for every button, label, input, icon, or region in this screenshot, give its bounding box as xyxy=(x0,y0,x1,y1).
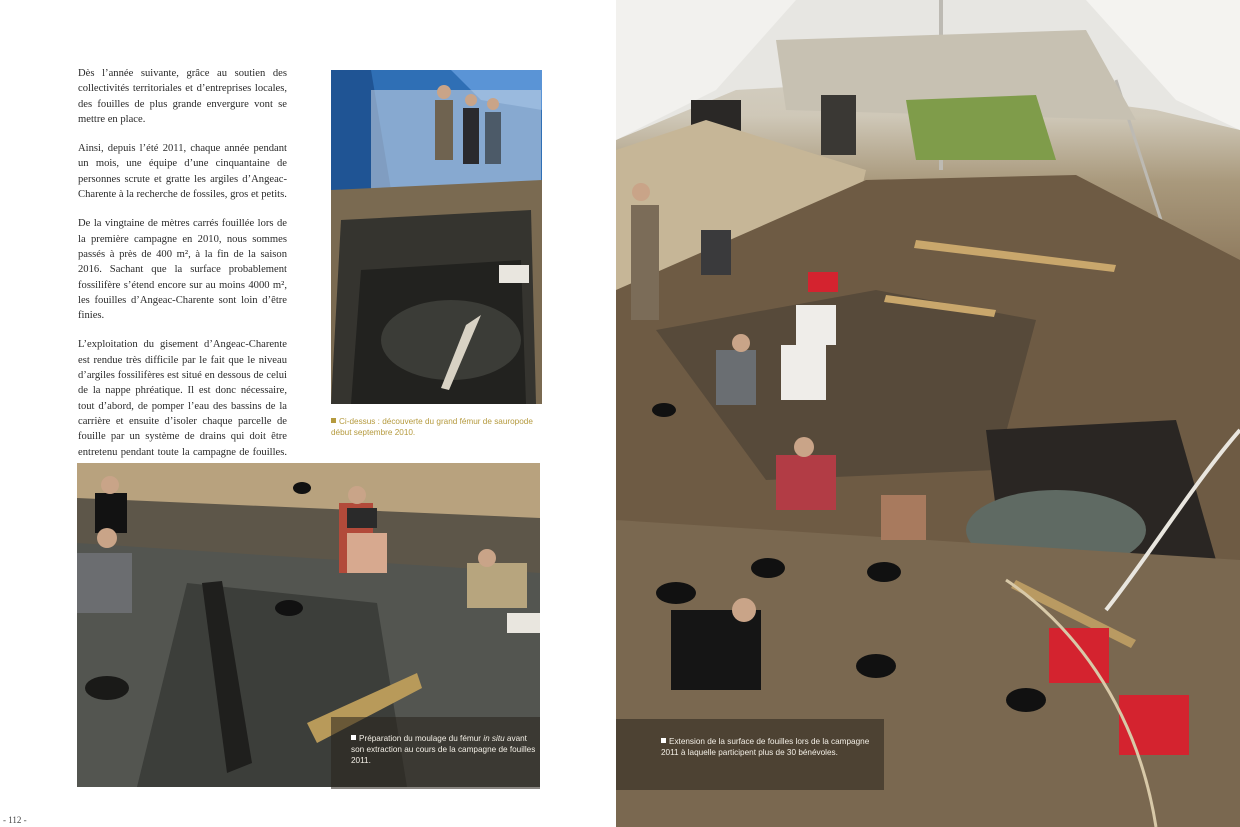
excavation-site-photo xyxy=(616,0,1240,827)
paragraph: L’exploitation du gisement d’Angeac-Charente est rendue très difficile par le fait que le niveau d’argiles fossilifères est situé en dessous de celui de la nappe phréatique. Il est donc nécessaire, tout d’abord, de pomper l’eau des bassins de la carrière et ensuite d’isoler chaque parcelle de fouille par un système de drains qui doit être entretenu pendant toute la campagne de fouilles. xyxy=(78,339,287,458)
paragraph: Dès l’année suivante, grâce au soutien des collectivités territoriales et d’entreprises locales, des fouilles de plus grande envergure vont se mettre en place. xyxy=(78,68,287,125)
caption-bullet-icon xyxy=(331,418,336,423)
paragraph: De la vingtaine de mètres carrés fouillée lors de la première campagne en 2010, nous sommes passés à près de 400 m², à la fin de la saison 2016. Sachant que la surface probablement fossilifère s’étend encore sur au moins 4000 m², les fouilles d’Angeac-Charente sont loin d’être finies. xyxy=(78,218,287,322)
femur-discovery-photo xyxy=(331,70,542,404)
caption-bullet-icon xyxy=(351,735,356,740)
page-number: - 112 - xyxy=(3,815,27,825)
left-page xyxy=(0,0,616,827)
caption-bullet-icon xyxy=(661,738,666,743)
femur-molding-caption: Préparation du moulage du fémur in situ avant son extraction au cours de la campagne de fouilles 2011. xyxy=(331,717,540,789)
body-text xyxy=(78,66,287,520)
excavation-extension-caption: Extension de la surface de fouilles lors de la campagne 2011 à laquelle participent plus de 30 bénévoles. xyxy=(616,719,884,790)
paragraph: Ainsi, depuis l’été 2011, chaque année pendant un mois, une équipe d’une cinquantaine de personnes scrute et gratte les argiles d’Angeac-Charente à la recherche de fossiles, gros et petits. xyxy=(78,143,287,201)
femur-discovery-caption: Ci-dessus : découverte du grand fémur de sauropode début septembre 2010. xyxy=(331,417,533,437)
